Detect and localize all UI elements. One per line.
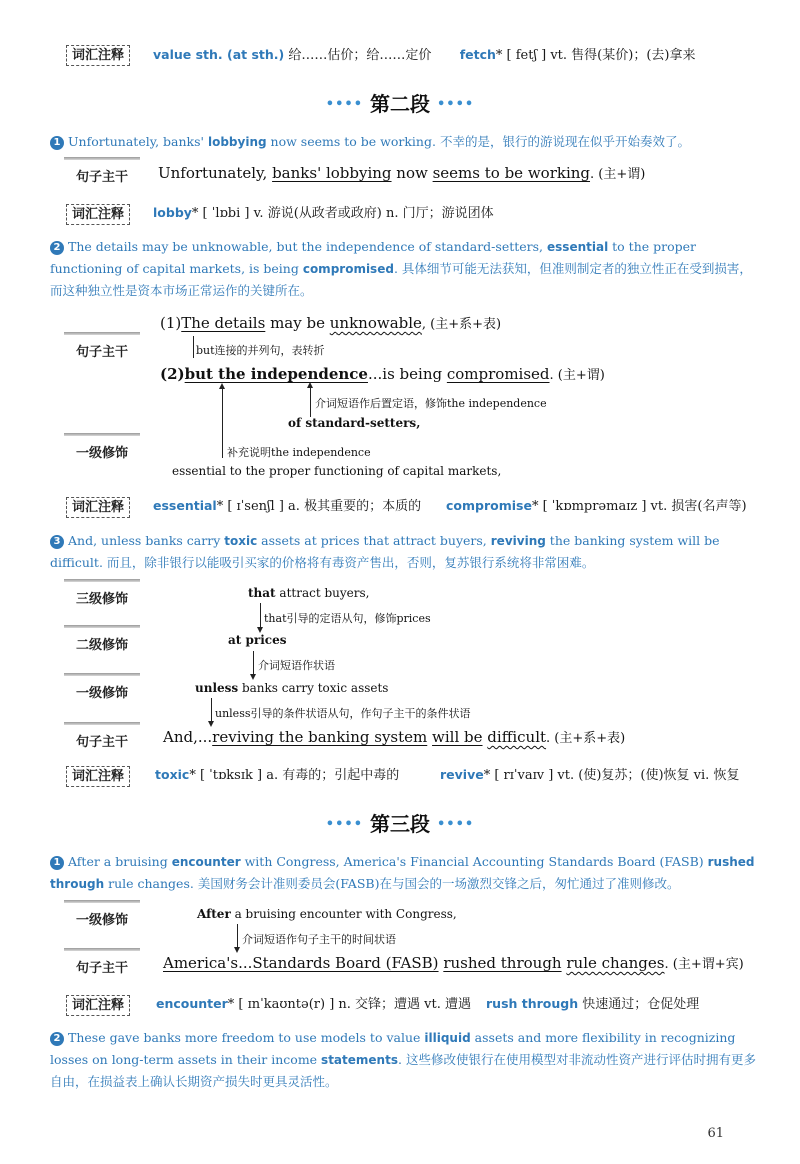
vocab-line bbox=[153, 204, 494, 223]
label-main: 句子主干 bbox=[64, 731, 140, 750]
sentence-number: 2 bbox=[50, 1032, 64, 1046]
main-subject: reviving the banking system bbox=[212, 728, 428, 746]
main-predicate: rushed through bbox=[443, 954, 562, 972]
modifier-phrase bbox=[195, 681, 388, 695]
main-part: Unfortunately, bbox=[158, 164, 273, 182]
sentence-number: 3 bbox=[50, 535, 64, 549]
modifier-keyword: unless bbox=[195, 681, 239, 695]
main-predicative: unknowable bbox=[329, 314, 422, 332]
en-text: . bbox=[393, 261, 398, 276]
en-text: These gave banks more freedom to use models to value bbox=[68, 1030, 425, 1045]
note: that引导的定语从句，修饰prices bbox=[264, 612, 431, 625]
vocab-word: lobby bbox=[153, 205, 192, 220]
en-text: The details may be unknowable, but the independence of standard-setters, bbox=[68, 239, 548, 254]
zh-translation: 这些修改使银行在使用模型对非流动性资产进行评估时拥有更多自由，在损益表上确认长期资产损失时更具灵活性。 bbox=[50, 1052, 756, 1089]
modifier-phrase bbox=[288, 416, 420, 430]
modifier-phrase bbox=[248, 586, 369, 600]
vocab-word: essential bbox=[153, 498, 217, 513]
zh-translation: 不幸的是，银行的游说现在似乎开始奏效了。 bbox=[439, 134, 690, 149]
sentence-number: 1 bbox=[50, 136, 64, 150]
main-predicative: difficult bbox=[487, 728, 547, 746]
main-part: And,... bbox=[163, 728, 213, 746]
section-title: 第二段 bbox=[370, 92, 430, 116]
main-clause bbox=[163, 727, 625, 746]
sentence-paragraph bbox=[50, 236, 762, 301]
vocab-line bbox=[153, 497, 421, 516]
en-keyword: essential bbox=[547, 240, 609, 254]
section-title: 第三段 bbox=[370, 812, 430, 836]
vocab-word: compromise bbox=[446, 498, 532, 513]
vocab-line bbox=[486, 995, 699, 1014]
label-mod1: 一级修饰 bbox=[64, 682, 140, 701]
vocab-def: * [ ˈlɒbi ] v. 游说(从政者或政府) n. 门厅；游说团体 bbox=[191, 206, 494, 221]
section-heading bbox=[0, 808, 800, 837]
note: 介词短语作句子主干的时间状语 bbox=[242, 933, 396, 946]
vocab-def: * [ fetʃ ] vt. 售得(某价)；(去)拿来 bbox=[495, 48, 696, 63]
note: 补充说明the independence bbox=[227, 446, 371, 459]
arrow-down-icon bbox=[237, 924, 238, 948]
vocab-def: * [ ˈkɒmprəmaɪz ] vt. 损害(名声等) bbox=[531, 499, 747, 514]
vocab-line bbox=[155, 766, 399, 785]
vocab-label: 词汇注释 bbox=[66, 995, 130, 1016]
vocab-label: 词汇注释 bbox=[66, 766, 130, 787]
main-predicate: seems to be working bbox=[432, 164, 591, 182]
vocab-label: 词汇注释 bbox=[66, 204, 130, 225]
modifier-keyword: at prices bbox=[228, 633, 287, 647]
label-mod3: 三级修饰 bbox=[64, 588, 140, 607]
vocab-def: 快速通过；仓促处理 bbox=[582, 997, 700, 1012]
zh-translation: 美国财务会计准则委员会(FASB)在与国会的一场激烈交锋之后，匆忙通过了准则修改。 bbox=[197, 876, 680, 891]
sentence-paragraph bbox=[50, 851, 762, 895]
modifier-text: of standard-setters, bbox=[288, 416, 421, 430]
en-text: assets at prices that attract buyers, bbox=[257, 533, 491, 548]
en-keyword: rushed through bbox=[50, 855, 755, 891]
main-subject: The details bbox=[181, 314, 266, 332]
structure-note: . (主+系+表) bbox=[546, 731, 626, 746]
main-part: (1) bbox=[160, 314, 182, 332]
main-clause bbox=[158, 163, 645, 182]
sentence-number: 2 bbox=[50, 241, 64, 255]
en-keyword: encounter bbox=[171, 855, 241, 869]
en-keyword: reviving bbox=[490, 534, 546, 548]
modifier-text: a bruising encounter with Congress, bbox=[230, 907, 457, 921]
modifier-keyword: After bbox=[197, 907, 231, 921]
en-keyword: lobbying bbox=[207, 135, 267, 149]
label-mod1: 一级修饰 bbox=[64, 909, 140, 928]
vocab-word: rush through bbox=[486, 996, 579, 1011]
label-main: 句子主干 bbox=[64, 166, 140, 185]
en-text: now seems to be working. bbox=[266, 134, 436, 149]
modifier-phrase bbox=[228, 633, 286, 647]
modifier-text: attract buyers, bbox=[275, 586, 370, 600]
vocab-label: 词汇注释 bbox=[66, 45, 130, 66]
heading-dots-right: •••• bbox=[436, 97, 475, 112]
vocab-label: 词汇注释 bbox=[66, 497, 130, 518]
vocab-word: value sth. (at sth.) bbox=[153, 47, 285, 62]
page-number: 61 bbox=[707, 1126, 724, 1141]
en-keyword: statements bbox=[321, 1053, 398, 1067]
modifier-text: banks carry toxic assets bbox=[238, 681, 389, 695]
vocab-def: * [ ɪnˈkaʊntə(r) ] n. 交锋；遭遇 vt. 遭遇 bbox=[227, 997, 472, 1012]
vocab-line bbox=[156, 995, 471, 1014]
en-keyword: illiquid bbox=[424, 1031, 471, 1045]
vocab-line bbox=[446, 497, 747, 516]
note: 介词短语作状语 bbox=[258, 659, 335, 672]
en-text: assets and more flexibility in recognizing losses on long-term assets in their income bbox=[50, 1030, 736, 1067]
arrow-up-icon bbox=[310, 387, 311, 417]
vocab-line bbox=[440, 766, 739, 785]
vocab-word: revive bbox=[440, 767, 484, 782]
note: 介词短语作后置定语，修饰the independence bbox=[315, 397, 547, 410]
note: unless引导的条件状语从句，作句子主干的条件状语 bbox=[215, 707, 471, 720]
heading-dots-left: •••• bbox=[325, 817, 364, 832]
vocab-def: 给……估价；给……定价 bbox=[288, 48, 432, 63]
en-text: the banking system will be difficult. bbox=[50, 533, 720, 570]
arrow-down-icon bbox=[253, 651, 254, 675]
sentence-paragraph bbox=[50, 1027, 762, 1092]
main-clause-1 bbox=[160, 313, 501, 332]
vocab-word: fetch bbox=[459, 47, 496, 62]
structure-note: . (主+谓+宾) bbox=[664, 957, 744, 972]
structure-note: . (主+谓) bbox=[590, 167, 646, 182]
main-clause bbox=[163, 953, 744, 972]
main-clause-2 bbox=[160, 364, 605, 383]
main-part: ...is being bbox=[367, 365, 447, 383]
zh-translation: 具体细节可能无法获知，但准则制定者的独立性正在受到损害，而这种独立性是资本市场正常运作的关键所在。 bbox=[50, 261, 752, 298]
label-mod2: 二级修饰 bbox=[64, 634, 140, 653]
main-subject: America's...Standards Board (FASB) bbox=[163, 954, 439, 972]
arrow-down-icon bbox=[260, 603, 261, 628]
modifier-keyword: that bbox=[248, 586, 276, 600]
main-linking-verb: will be bbox=[432, 728, 483, 746]
main-predicate: compromised bbox=[446, 365, 550, 383]
modifier-phrase: essential to the proper functioning of capital markets, bbox=[172, 464, 502, 478]
vocab-word: toxic bbox=[155, 767, 190, 782]
label-mod1: 一级修饰 bbox=[64, 442, 140, 461]
main-part: (2) bbox=[160, 365, 185, 383]
en-text: to the proper functioning of capital markets, is being bbox=[50, 239, 697, 276]
vocab-def: * [ ˈtɒksɪk ] a. 有毒的；引起中毒的 bbox=[189, 768, 400, 783]
heading-dots-left: •••• bbox=[325, 97, 364, 112]
en-keyword: toxic bbox=[224, 534, 258, 548]
en-text: And, unless banks carry bbox=[68, 533, 225, 548]
en-text: Unfortunately, banks' bbox=[68, 134, 208, 149]
en-text: . bbox=[397, 1052, 402, 1067]
arrow-down-icon bbox=[211, 698, 212, 722]
en-text: After a bruising bbox=[68, 854, 172, 869]
structure-note: , (主+系+表) bbox=[421, 317, 502, 332]
sentence-number: 1 bbox=[50, 856, 64, 870]
label-main: 句子主干 bbox=[64, 957, 140, 976]
main-part: now bbox=[391, 164, 433, 182]
main-subject: banks' lobbying bbox=[272, 164, 392, 182]
sentence-paragraph bbox=[50, 530, 762, 573]
section-heading bbox=[0, 88, 800, 117]
main-object: rule changes bbox=[566, 954, 665, 972]
bracket-line bbox=[193, 336, 194, 358]
top-vocab-line bbox=[153, 46, 695, 65]
sentence-paragraph bbox=[50, 131, 762, 153]
arrow-up-icon bbox=[222, 388, 223, 458]
structure-note: . (主+谓) bbox=[549, 368, 605, 383]
vocab-def: * [ ɪˈsenʃl ] a. 极其重要的；本质的 bbox=[216, 499, 422, 514]
note: but连接的并列句，表转折 bbox=[196, 344, 325, 357]
vocab-word: encounter bbox=[156, 996, 228, 1011]
vocab-def: * [ rɪˈvaɪv ] vt. (使)复苏；(使)恢复 vi. 恢复 bbox=[483, 768, 740, 783]
modifier-phrase bbox=[197, 907, 457, 921]
heading-dots-right: •••• bbox=[436, 817, 475, 832]
label-main: 句子主干 bbox=[64, 341, 140, 360]
en-text: rule changes. bbox=[104, 876, 194, 891]
main-subject: but the independence bbox=[184, 365, 368, 383]
en-text: with Congress, America's Financial Accounting Standards Board (FASB) bbox=[240, 854, 708, 869]
en-keyword: compromised bbox=[302, 262, 394, 276]
zh-translation: 而且，除非银行以能吸引买家的价格将有毒资产售出，否则，复苏银行系统将非常困难。 bbox=[106, 555, 595, 570]
main-part: may be bbox=[265, 314, 330, 332]
